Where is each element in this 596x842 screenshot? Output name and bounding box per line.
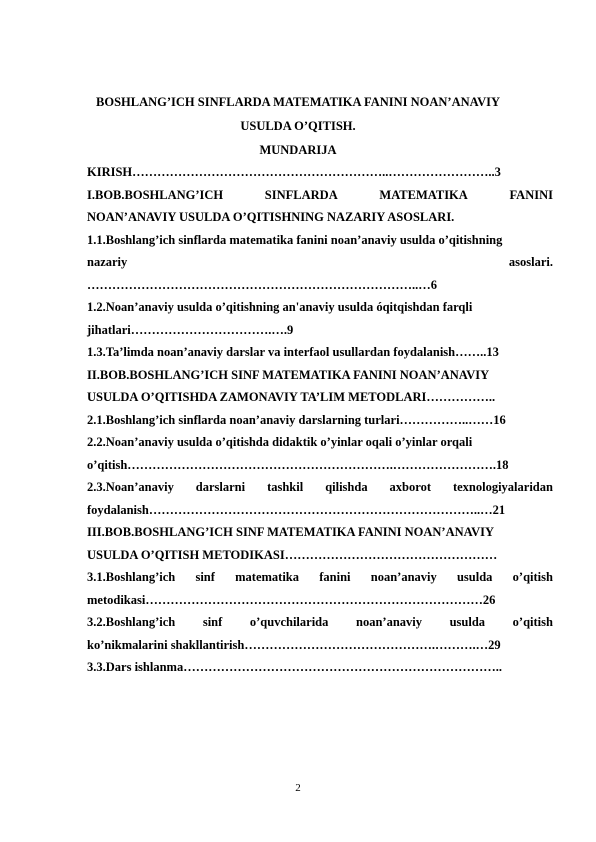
contents-heading: MUNDARIJA [259,143,337,157]
toc-word: matematika [235,570,300,584]
toc-line: jihatlari…………………………….….9 [87,322,294,337]
toc-line: 1.3.Ta’limda noan’anaviy darslar va interfaol usullardan foydalanish……..13 [87,345,499,359]
toc-line: 1.1.Boshlang’ich sinflarda matematika fanini noan’anaviy usulda o’qitishning [87,232,503,247]
toc-word: 2.3.Noan’anaviy [87,480,174,494]
toc-line: o’qitish……………………………………………………….…………………….18 [87,457,509,472]
toc-word: o’qitish [512,615,553,629]
toc-line: NOAN’ANAVIY USULDA O’QITISHNING NAZARIY ASOSLARI. [87,210,455,224]
document-title-line-1: BOSHLANG’ICH SINFLARDA MATEMATIKA FANINI NOAN’ANAVIY [96,95,500,109]
toc-word: qilishda [325,480,368,494]
toc-word: noan’anaviy [370,570,437,584]
toc-word: sinf [195,570,215,584]
toc-word: FANINI [509,187,553,202]
toc-word: nazariy [87,255,128,269]
toc-line: ……………………………………………………………………..…6 [87,277,437,292]
toc-word: MATEMATIKA [379,187,468,202]
page-number: 2 [295,782,301,794]
toc-line [87,188,553,203]
toc-word: tashkil [267,480,304,494]
toc-word: darslarni [195,480,246,494]
toc-word: asoslari. [508,255,553,269]
toc-word: sinf [202,615,223,629]
toc-word: SINFLARDA [264,187,338,202]
toc-word: 3.1.Boshlang’ich [87,570,176,584]
toc-line: USULDA O’QITISHDA ZAMONAVIY TA’LIM METODLARI…………….. [87,390,496,404]
document-title-line-2: USULDA O’QITISH. [240,119,356,133]
toc-line [87,570,553,585]
toc-line: metodikasi………………………………………………………………………26 [87,592,496,607]
toc-word: I.BOB.BOSHLANG’ICH [87,187,224,202]
toc-word: o’quvchilarida [249,615,329,629]
toc-line: II.BOB.BOSHLANG’ICH SINF MATEMATIKA FANINI NOAN’ANAVIY [87,367,490,382]
toc-line: 2.1.Boshlang’ich sinflarda noan’anaviy darslarning turlari……………..……16 [87,412,506,427]
toc-line: 1.2.Noan’anaviy usulda o’qitishning an'anaviy usulda óqitqishdan farqli [87,300,473,314]
toc-line: III.BOB.BOSHLANG’ICH SINF MATEMATIKA FANINI NOAN’ANAVIY [87,525,494,539]
toc-line: ko’nikmalarini shakllantirish……………………………………….……….…29 [87,637,501,652]
toc-word: usulda [456,570,493,584]
toc-line [87,615,553,630]
toc-line: foydalanish……………………………………………………………………..…21 [87,502,506,517]
toc-line [87,480,553,495]
toc-word: noan’anaviy [356,615,422,629]
toc-word: axborot [389,480,431,494]
toc-word: texnologiyalaridan [452,480,553,494]
toc-line: 3.3.Dars ishlanma………………………………………………………………….. [87,660,502,674]
toc-word: usulda [449,615,486,629]
toc-word: 3.2.Boshlang’ich [87,615,176,629]
toc-line: 2.2.Noan’anaviy usulda o’qitishda didaktik o’yinlar oqali o’yinlar orqali [87,435,473,449]
toc-line: USULDA O’QITISH METODIKASI…………………………………………… [87,547,498,562]
toc-word: fanini [319,570,351,584]
toc-line [87,255,553,270]
toc-line: KIRISH……………………………………………………..……………………..3 [87,165,501,179]
toc-word: o’qitish [512,570,553,584]
